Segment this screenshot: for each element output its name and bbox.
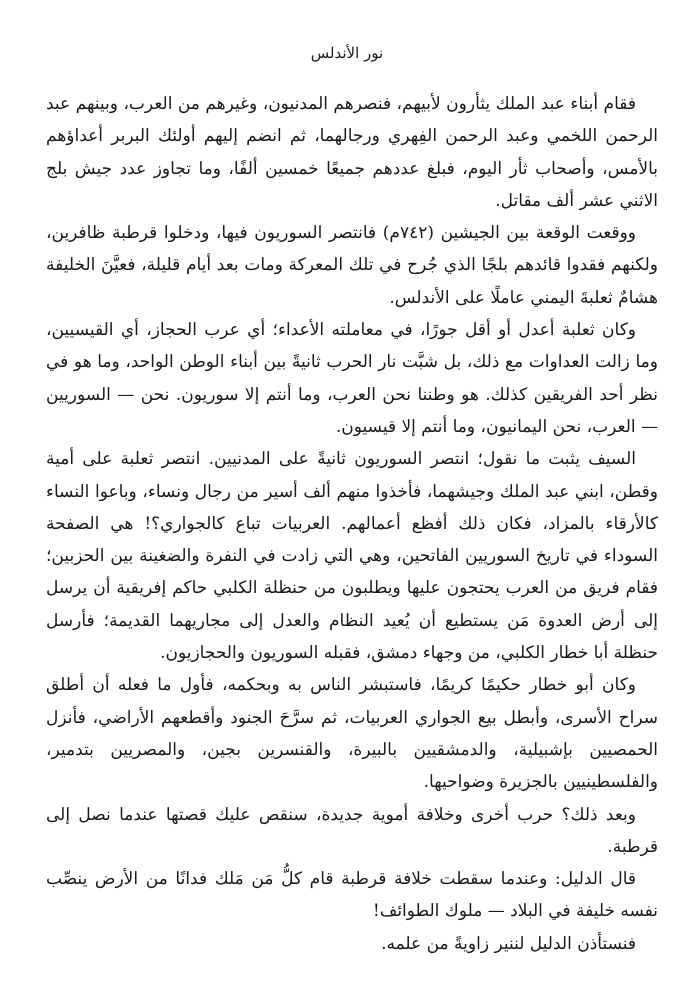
body-text (46, 88, 658, 960)
paragraph: وبعد ذلك؟ حرب أخرى وخلافة أموية جديدة، سنقص عليك قصتها عندما نصل إلى قرطبة. (46, 804, 658, 857)
paragraph: السيف يثبت ما نقول؛ انتصر السوريون ثانيةً على المدنيين. انتصر ثعلبة على أمية وقطن، ابني عبد الملك وجيشهما، فأخذوا منهم ألف أسير من رجال ونساء، وباعوا النساء كالأرقاء بالمزاد، فكان ذلك أفظع أعمالهم. العربيات تباع كالجواري؟! هي الصفحة السوداء في تاريخ السوريين الفاتحين، وهي التي زادت في النفرة والضغينة بين الحزبين؛ فقام فريق من العرب يحتجون عليها ويطلبون من حنظلة الكلبي حاكم إفريقية أن يرسل إلى أرض العدوة مَن يستطيع أن يُعيد النظام والعدل إلى مجاريهما القديمة؛ فأرسل حنظلة أبا خطار الكلبي، من وجهاء دمشق، فقبله السوريون والحجازيون. (46, 449, 658, 664)
paragraph: وكان ثعلبة أعدل أو أقل جورًا، في معاملته الأعداء؛ أي عرب الحجاز، أي القيسيين، وما زالت العداوات مع ذلك، بل شبَّت نار الحرب ثانيةً بين أبناء الوطن الواحد، وما هو في نظر أحد الفريقين كذلك. هو وطننا نحن العرب، وما أنتم إلا سوريون. نحن — السوريين — العرب، نحن اليمانيون، وما أنتم إلا قيسيون. (46, 320, 658, 437)
paragraph: فنستأذن الدليل لننير زاويةً من علمه. (381, 933, 636, 954)
paragraph: فقام أبناء عبد الملك يثأرون لأبيهم، فنصرهم المدنيون، وغيرهم من العرب، وبينهم عبد الرحمن اللخمي وعبد الرحمن الفِهري ورجالهما، ثم انضم إليهم أولئك البربر أعداؤهم بالأمس، وأصحاب ثأر اليوم، فبلغ عددهم جميعًا خمسين ألفًا، وما تجاوز عدد جيش بلج الاثني عشر ألف مقاتل. (46, 94, 658, 211)
running-header: نور الأندلس (310, 44, 384, 62)
paragraph: ووقعت الوقعة بين الجيشين (٧٤٢م) فانتصر السوريون فيها، ودخلوا قرطبة ظافرين، ولكنهم فقدوا قائدهم بلجًا الذي جُرح في تلك المعركة ومات بعد أيام قليلة، فعيَّنَ الخليفة هشامٌ ثعلبةَ اليمني عاملًا على الأندلس. (46, 223, 658, 308)
paragraph: قال الدليل: وعندما سقطت خلافة قرطبة قام كلُّ مَن مَلك فدانًا من الأرض ينصِّب نفسه خليفة في البلاد — ملوك الطوائف! (46, 869, 658, 922)
paragraph: وكان أبو خطار حكيمًا كريمًا، فاستبشر الناس به وبحكمه، فأول ما فعله أن أطلق سراح الأسرى، وأبطل بيع الجواري العربيات، ثم سرَّحَ الجنود وأقطعهم الأراضي، فأنزل الحمصيين بإشبيلية، والدمشقيين بالبيرة، والقنسرين بجين، والمصريين بتدمير، والفلسطينيين بالجزيرة وضواحيها. (46, 675, 658, 793)
